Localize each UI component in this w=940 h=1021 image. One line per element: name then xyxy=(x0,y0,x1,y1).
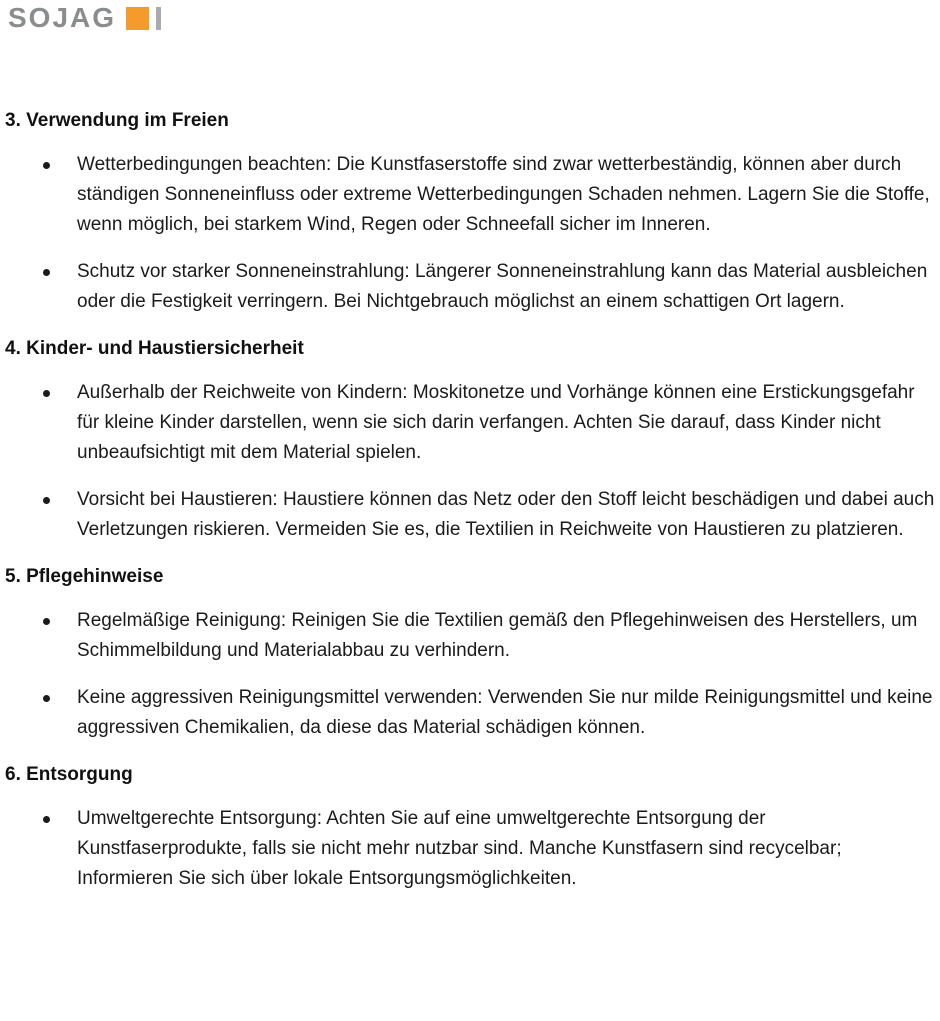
list-item xyxy=(5,150,936,240)
list-item xyxy=(5,378,936,468)
section-verwendung-im-freien xyxy=(5,106,936,317)
section-kinder-und-haustiersicherheit xyxy=(5,334,936,545)
bullet-text: Keine aggressiven Reinigungsmittel verwenden: Verwenden Sie nur milde Reinigungsmittel und keine aggressiven Chemikalien, da diese das Material schädigen können. xyxy=(77,687,933,738)
bullet-text: Umweltgerechte Entsorgung: Achten Sie auf eine umweltgerechte Entsorgung der Kunstfaserprodukte, falls sie nicht mehr nutzbar sind. Manche Kunstfasern sind recycelbar; Informieren Sie sich über lokale Entsorgungsmöglichkeiten. xyxy=(77,808,842,889)
list-item xyxy=(5,804,936,894)
bullet-list xyxy=(5,606,936,743)
list-item xyxy=(5,683,936,743)
logo-gray-bar-icon xyxy=(156,7,161,30)
bullet-text: Schutz vor starker Sonneneinstrahlung: Längerer Sonneneinstrahlung kann das Material ausbleichen oder die Festigkeit verringern. Bei Nichtgebrauch möglichst an einem schattigen Ort lagern. xyxy=(77,261,928,312)
logo-orange-square-icon xyxy=(126,7,149,30)
bullet-text: Wetterbedingungen beachten: Die Kunstfaserstoffe sind zwar wetterbeständig, können aber durch ständigen Sonneneinfluss oder extreme Wetterbedingungen Schaden nehmen. Lagern Sie die Stoffe, wenn möglich, bei starkem Wind, Regen oder Schneefall sicher im Inneren. xyxy=(77,154,930,235)
section-entsorgung xyxy=(5,760,936,894)
brand-logo xyxy=(0,0,940,33)
section-heading: 3. Verwendung im Freien xyxy=(5,110,229,131)
section-heading: 6. Entsorgung xyxy=(5,764,133,785)
bullet-text: Vorsicht bei Haustieren: Haustiere können das Netz oder den Stoff leicht beschädigen und dabei auch Verletzungen riskieren. Vermeiden Sie es, die Textilien in Reichweite von Haustieren zu platzieren. xyxy=(77,489,935,540)
list-item xyxy=(5,257,936,317)
bullet-text: Außerhalb der Reichweite von Kindern: Moskitonetze und Vorhänge können eine Erstickungsgefahr für kleine Kinder darstellen, wenn sie sich darin verfangen. Achten Sie darauf, dass Kinder nicht unbeaufsichtigt mit dem Material spielen. xyxy=(77,382,915,463)
list-item xyxy=(5,485,936,545)
section-heading: 5. Pflegehinweise xyxy=(5,566,164,587)
bullet-list xyxy=(5,804,936,894)
list-item xyxy=(5,606,936,666)
section-heading: 4. Kinder- und Haustiersicherheit xyxy=(5,338,304,359)
section-pflegehinweise xyxy=(5,562,936,743)
bullet-text: Regelmäßige Reinigung: Reinigen Sie die Textilien gemäß den Pflegehinweisen des Herstellers, um Schimmelbildung und Materialabbau zu verhindern. xyxy=(77,610,918,661)
bullet-list xyxy=(5,378,936,545)
logo-wordmark: SOJAG xyxy=(8,2,117,33)
instructions-document xyxy=(0,33,940,894)
bullet-list xyxy=(5,150,936,317)
